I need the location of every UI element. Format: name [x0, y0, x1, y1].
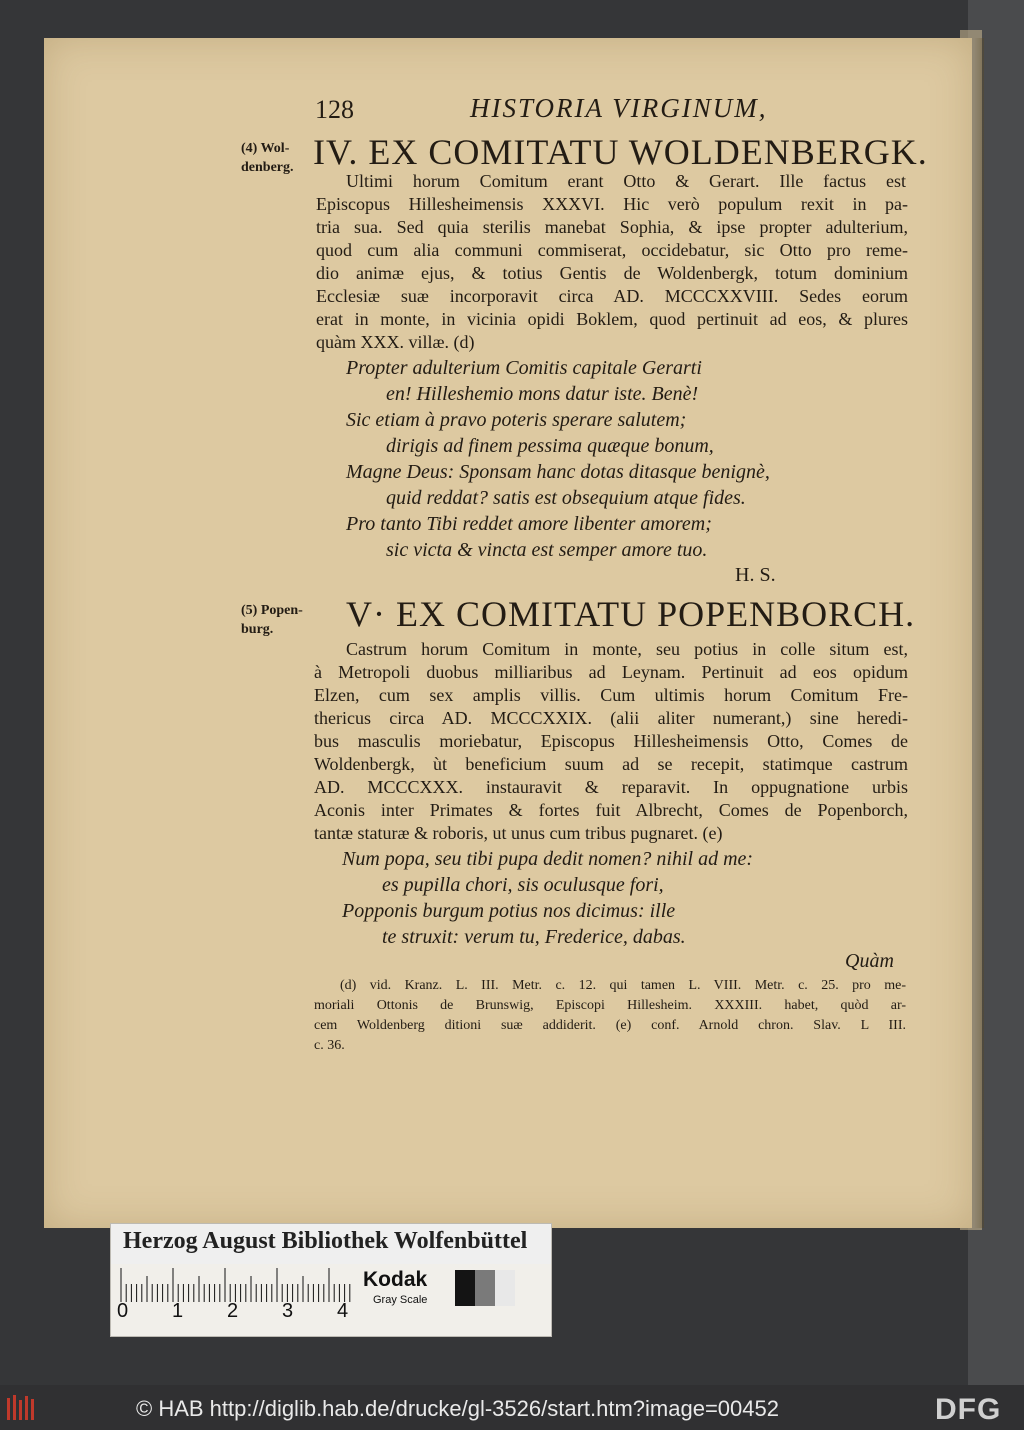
verse-line: Sic etiam à pravo poteris sperare salutem;: [346, 409, 687, 431]
gray-patch: [475, 1270, 495, 1306]
ruler-number: 4: [337, 1300, 349, 1322]
gray-patch: [455, 1270, 475, 1306]
copyright-url[interactable]: © HAB http://diglib.hab.de/drucke/gl-3526/start.htm?image=00452: [136, 1396, 779, 1421]
text-line: thericus circa AD. MCCCXXIX. (alii aliter numerant,) sine heredi-: [314, 708, 908, 728]
catchword: Quàm: [845, 950, 894, 972]
text-line: Aconis inter Primates & fortes fuit Albrecht, Comes de Popenborch,: [314, 800, 908, 820]
verse-popenborch: [342, 846, 753, 950]
margin-note-popenburg: [241, 601, 321, 639]
library-name: Herzog August Bibliothek Wolfenbüttel: [123, 1228, 528, 1254]
footnote-line: c. 36.: [314, 1038, 345, 1053]
verse-line: Popponis burgum potius nos dicimus: ille: [342, 900, 676, 922]
kodak-logo: Kodak: [363, 1268, 428, 1291]
paragraph-woldenbergk: [346, 170, 906, 193]
gray-scale-label: Gray Scale: [373, 1294, 428, 1306]
text-line: quàm XXX. villæ. (d): [316, 332, 475, 352]
verse-line: es pupilla chori, sis oculusque fori,: [382, 874, 664, 896]
text-line: erat in monte, in vicinia opidi Boklem, quod pertinuit ad eos, & plures: [316, 309, 908, 329]
text-line: tria sua. Sed quia sterilis manebat Sophia, & ipse propter adulterium,: [316, 217, 908, 237]
page-fold-shadow: [974, 38, 984, 1228]
verse-line: Num popa, seu tibi pupa dedit nomen? nihil ad me:: [342, 848, 754, 870]
text-line: Ultimi horum Comitum erant Otto & Gerart. Ille factus est: [346, 171, 906, 191]
section-heading-popenborch: V· EX COMITATU POPENBORCH.: [346, 594, 916, 634]
ruler-number: 1: [172, 1300, 184, 1322]
footnote-line: cem Woldenberg ditioni suæ addiderit. (e) conf. Arnold chron. Slav. L III.: [314, 1018, 906, 1033]
gray-patch: [495, 1270, 515, 1306]
text-line: dio animæ ejus, & totius Gentis de Woldenbergk, totum dominium: [316, 263, 908, 283]
paragraph-popenborch-cont: [314, 661, 908, 845]
gray-patches: [455, 1270, 515, 1306]
verse-line: Pro tanto Tibi reddet amore libenter amorem;: [346, 513, 712, 535]
ruler-scale: [119, 1268, 355, 1302]
text-line: à Metropoli duobus milliaribus ad Leynam. Pertinuit ad eos opidum: [314, 662, 908, 682]
footnote-line: (d) vid. Kranz. L. III. Metr. c. 12. qui tamen L. VIII. Metr. c. 25. pro me-: [340, 978, 906, 993]
verse-line: Propter adulterium Comitis capitale Gerarti: [346, 357, 702, 379]
text-line: bus masculis moriebatur, Episcopus Hillesheimensis Otto, Comes de: [314, 731, 908, 751]
text-line: Woldenbergk, ùt beneficium suum ad se recepit, statimque castrum: [314, 754, 908, 774]
verse-line: en! Hilleshemio mons datur iste. Benè!: [386, 383, 699, 405]
verse-woldenbergk: [346, 355, 770, 563]
library-label: [111, 1224, 551, 1264]
verse-line: te struxit: verum tu, Frederice, dabas.: [382, 926, 686, 948]
ruler-number: 0: [117, 1300, 129, 1322]
ruler-number: 3: [282, 1300, 294, 1322]
margin-note-text: (4) Wol- denberg.: [241, 141, 294, 175]
text-line: Episcopus Hillesheimensis XXXVI. Hic verò populum rexit in pa-: [316, 194, 908, 214]
hab-logo-icon: [6, 1392, 38, 1424]
text-line: tantæ staturæ & roboris, ut unus cum tribus pugnaret. (e): [314, 823, 723, 843]
margin-note-woldenberg: [241, 139, 321, 177]
calibration-card: [110, 1223, 552, 1337]
text-line: Castrum horum Comitum in monte, seu potius in colle situm est,: [346, 639, 908, 659]
margin-note-text: (5) Popen- burg.: [241, 603, 303, 637]
section-heading-woldenbergk: IV. EX COMITATU WOLDENBERGK.: [313, 132, 928, 172]
running-title: HISTORIA VIRGINUM,: [470, 93, 768, 123]
verse-signature: H. S.: [735, 564, 776, 586]
footnotes: [314, 996, 906, 1056]
dfg-logo: DFG: [935, 1393, 1002, 1426]
text-line: quod cum alia communi commiserat, occidebatur, sic Otto pro reme-: [316, 240, 908, 260]
footnote-first-line: [340, 976, 906, 996]
paragraph-popenborch: [346, 638, 908, 661]
verse-line: Magne Deus: Sponsam hanc dotas ditasque benignè,: [346, 461, 770, 483]
verse-line: dirigis ad finem pessima quæque bonum,: [386, 435, 714, 457]
footnote-line: moriali Ottonis de Brunswig, Episcopi Hillesheim. XXXIII. habet, quòd ar-: [314, 998, 906, 1013]
verse-line: sic victa & vincta est semper amore tuo.: [386, 539, 708, 561]
page-number: 128: [315, 95, 354, 124]
verse-line: quid reddat? satis est obsequium atque fides.: [386, 487, 746, 509]
ruler-number: 2: [227, 1300, 239, 1322]
paragraph-woldenbergk-cont: [316, 193, 908, 354]
text-line: AD. MCCCXXX. instauravit & reparavit. In oppugnatione urbis: [314, 777, 908, 797]
text-line: Ecclesiæ suæ incorporavit circa AD. MCCCXXVIII. Sedes eorum: [316, 286, 908, 306]
text-line: Elzen, cum sex amplis villis. Cum ultimis horum Comitum Fre-: [314, 685, 908, 705]
